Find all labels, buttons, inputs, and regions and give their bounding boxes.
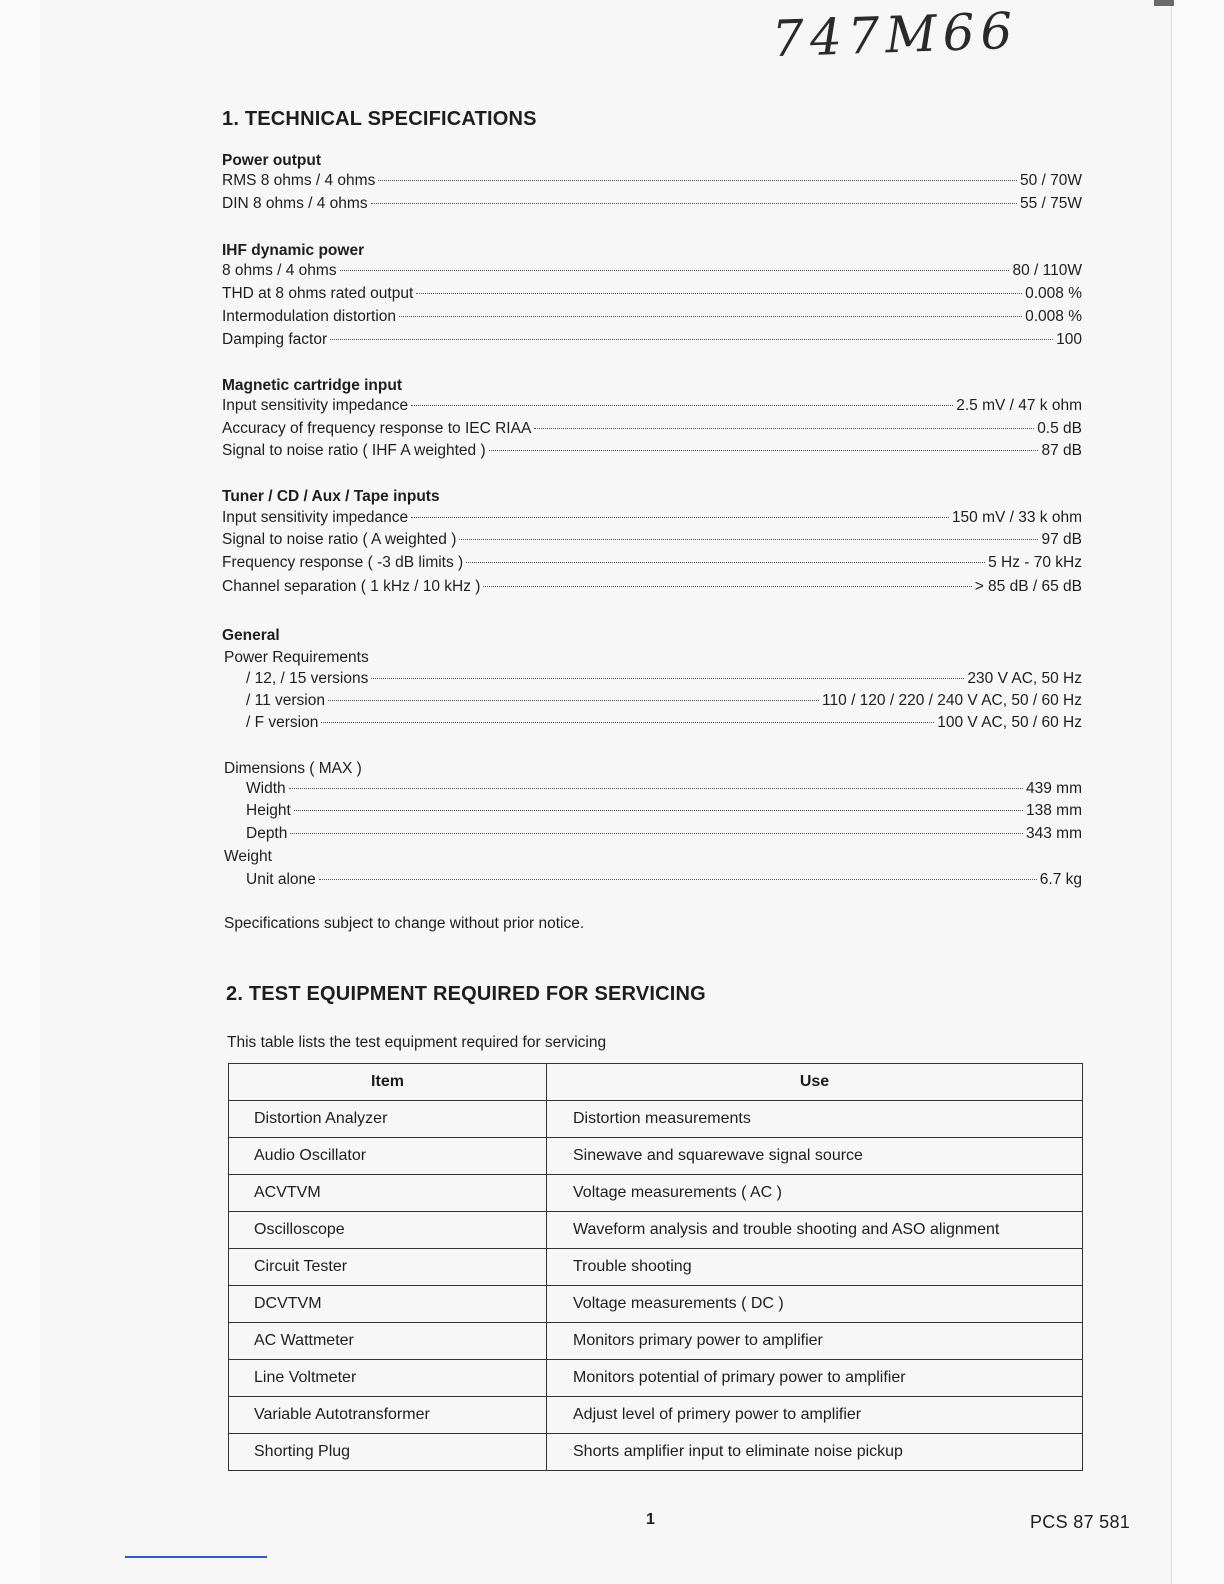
leader-dots (290, 832, 1023, 834)
spec-label: Width (246, 780, 286, 797)
spec-row (246, 780, 1082, 798)
spec-row (246, 670, 1082, 688)
header-use: Use (547, 1064, 1083, 1101)
section1-title: 1. TECHNICAL SPECIFICATIONS (222, 108, 537, 130)
table-header-row (229, 1064, 1083, 1101)
leader-dots (321, 721, 934, 723)
equipment-use: Sinewave and squarewave signal source (547, 1138, 1083, 1175)
header-item: Item (229, 1064, 547, 1101)
spec-label: Intermodulation distortion (222, 308, 397, 325)
spec-label: Unit alone (246, 871, 316, 888)
equipment-use: Monitors primary power to amplifier (547, 1323, 1083, 1360)
equipment-item: Oscilloscope (229, 1212, 547, 1249)
spec-row (222, 331, 1082, 349)
leader-dots (411, 516, 949, 518)
spec-label: Frequency response ( -3 dB limits ) (222, 554, 464, 571)
equipment-item: Audio Oscillator (229, 1138, 547, 1175)
spec-value: 110 / 120 / 220 / 240 V AC, 50 / 60 Hz (822, 692, 1082, 709)
equipment-item: Line Voltmeter (229, 1360, 547, 1397)
table-row (229, 1101, 1083, 1138)
equipment-use: Voltage measurements ( AC ) (547, 1175, 1083, 1212)
leader-dots (411, 404, 953, 406)
equipment-use: Trouble shooting (547, 1249, 1083, 1286)
spec-label: DIN 8 ohms / 4 ohms (222, 195, 368, 212)
spec-row (246, 802, 1082, 820)
leader-dots (294, 809, 1023, 811)
equipment-use: Monitors potential of primary power to amplifier (547, 1360, 1083, 1397)
leader-dots (378, 179, 1017, 181)
spec-value: 150 mV / 33 k ohm (951, 509, 1082, 526)
spec-value: > 85 dB / 65 dB (974, 578, 1082, 595)
leader-dots (416, 292, 1022, 294)
equipment-use: Waveform analysis and trouble shooting and ASO alignment (547, 1212, 1083, 1249)
page-number: 1 (646, 1511, 655, 1528)
ihf-title: IHF dynamic power (222, 242, 365, 259)
leader-dots (289, 787, 1023, 789)
equipment-item: DCVTVM (229, 1286, 547, 1323)
spec-value: 230 V AC, 50 Hz (967, 670, 1082, 687)
spec-row (222, 442, 1082, 460)
spec-row (222, 531, 1082, 549)
spec-value: 138 mm (1026, 802, 1082, 819)
spec-row (222, 195, 1082, 213)
spec-label: / 11 version (246, 692, 325, 709)
spec-value: 343 mm (1026, 825, 1082, 842)
spec-value: 100 (1056, 331, 1082, 348)
spec-label: 8 ohms / 4 ohms (222, 262, 337, 279)
spec-value: 6.7 kg (1039, 871, 1082, 888)
spec-label: Input sensitivity impedance (222, 509, 409, 526)
leader-dots (459, 538, 1038, 540)
leader-dots (466, 561, 985, 563)
magnetic-title: Magnetic cartridge input (222, 377, 402, 394)
leader-dots (534, 427, 1034, 429)
equipment-item: ACVTVM (229, 1175, 547, 1212)
spec-value: 0.008 % (1025, 285, 1082, 302)
section2-title: 2. TEST EQUIPMENT REQUIRED FOR SERVICING (226, 983, 706, 1005)
leader-dots (371, 677, 964, 679)
spec-row (246, 825, 1082, 843)
spec-row (246, 692, 1082, 710)
dimensions-label: Dimensions ( MAX ) (224, 760, 362, 777)
table-row (229, 1212, 1083, 1249)
spec-row (222, 172, 1082, 190)
spec-row (222, 554, 1082, 572)
table-row (229, 1360, 1083, 1397)
spec-label: Depth (246, 825, 288, 842)
spec-label: Signal to noise ratio ( A weighted ) (222, 531, 457, 548)
table-row (229, 1397, 1083, 1434)
equipment-item: Variable Autotransformer (229, 1397, 547, 1434)
test-equipment-table (228, 1063, 1083, 1471)
spec-notice: Specifications subject to change without prior notice. (224, 915, 585, 932)
spec-label: THD at 8 ohms rated output (222, 285, 414, 302)
spec-value: 97 dB (1041, 531, 1082, 548)
spec-value: 0.5 dB (1037, 420, 1082, 437)
leader-dots (328, 699, 819, 701)
spec-label: RMS 8 ohms / 4 ohms (222, 172, 376, 189)
leader-dots (489, 449, 1039, 451)
spec-value: 5 Hz - 70 kHz (988, 554, 1082, 571)
spec-label: Height (246, 802, 291, 819)
leader-dots (371, 202, 1017, 204)
spec-row (222, 285, 1082, 303)
spec-value: 100 V AC, 50 / 60 Hz (937, 714, 1082, 731)
spec-label: / F version (246, 714, 319, 731)
power-requirements-label: Power Requirements (224, 649, 369, 666)
spec-label: Damping factor (222, 331, 328, 348)
spec-label: Channel separation ( 1 kHz / 10 kHz ) (222, 578, 481, 595)
spec-label: Accuracy of frequency response to IEC RIAA (222, 420, 532, 437)
spec-row (222, 509, 1082, 527)
table-row (229, 1138, 1083, 1175)
document-code: PCS 87 581 (1030, 1512, 1131, 1532)
equipment-item: Circuit Tester (229, 1249, 547, 1286)
equipment-use: Adjust level of primery power to amplifier (547, 1397, 1083, 1434)
spec-value: 55 / 75W (1019, 195, 1082, 212)
leader-dots (319, 878, 1037, 880)
leader-dots (483, 585, 971, 587)
leader-dots (330, 338, 1053, 340)
equipment-item: AC Wattmeter (229, 1323, 547, 1360)
spec-row (222, 308, 1082, 326)
spec-label: / 12, / 15 versions (246, 670, 369, 687)
leader-dots (340, 269, 1010, 271)
spec-label: Signal to noise ratio ( IHF A weighted ) (222, 442, 486, 459)
equipment-item: Shorting Plug (229, 1434, 547, 1471)
table-row (229, 1249, 1083, 1286)
power-output-title: Power output (222, 152, 322, 169)
handwritten-note: 747M66 (771, 1, 1020, 69)
weight-label: Weight (224, 848, 272, 865)
equipment-item: Distortion Analyzer (229, 1101, 547, 1138)
spec-row (246, 714, 1082, 732)
table-row (229, 1286, 1083, 1323)
spec-value: 439 mm (1026, 780, 1082, 797)
spec-value: 87 dB (1041, 442, 1082, 459)
equipment-use: Shorts amplifier input to eliminate noise pickup (547, 1434, 1083, 1471)
table-row (229, 1323, 1083, 1360)
table-intro: This table lists the test equipment required for servicing (227, 1034, 607, 1051)
footer-rule (125, 1556, 267, 1558)
table-row (229, 1175, 1083, 1212)
spec-row (222, 578, 1082, 596)
spec-row (246, 871, 1082, 889)
spec-value: 0.008 % (1025, 308, 1082, 325)
equipment-use: Distortion measurements (547, 1101, 1083, 1138)
scan-margin-right (1171, 0, 1224, 1584)
spec-value: 50 / 70W (1019, 172, 1082, 189)
scan-mark (1154, 0, 1174, 6)
general-title: General (222, 627, 280, 644)
tuner-title: Tuner / CD / Aux / Tape inputs (222, 488, 440, 505)
spec-label: Input sensitivity impedance (222, 397, 409, 414)
spec-value: 80 / 110W (1012, 262, 1082, 279)
leader-dots (399, 315, 1022, 317)
spec-row (222, 420, 1082, 438)
spec-row (222, 262, 1082, 280)
scan-margin-left (0, 0, 40, 1584)
spec-value: 2.5 mV / 47 k ohm (956, 397, 1082, 414)
spec-row (222, 397, 1082, 415)
equipment-use: Voltage measurements ( DC ) (547, 1286, 1083, 1323)
table-row (229, 1434, 1083, 1471)
